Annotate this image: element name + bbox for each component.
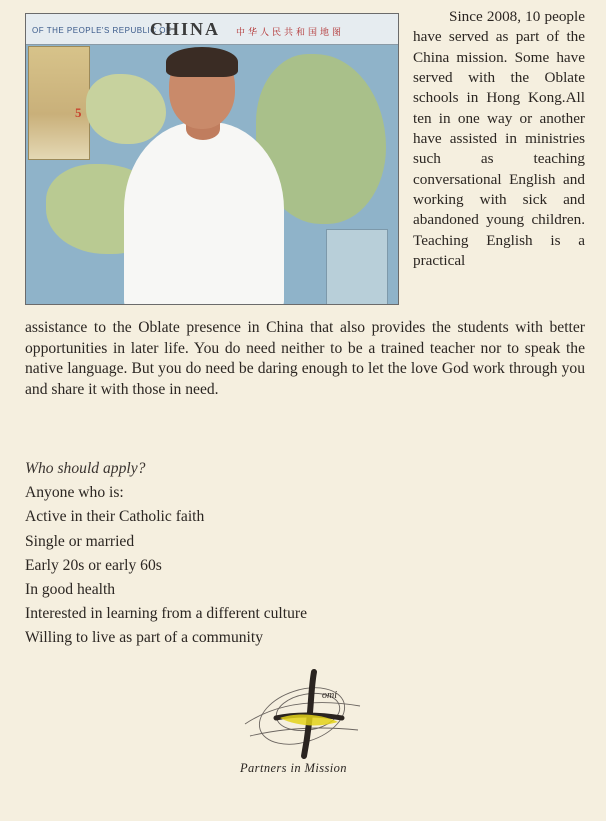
person-hair [166, 47, 238, 77]
logo-monogram: omi [322, 690, 337, 701]
list-item: Anyone who is: [25, 484, 124, 502]
map-subtitle: OF THE PEOPLE'S REPUBLIC OF [32, 26, 172, 35]
logo-caption: Partners in Mission [240, 761, 347, 775]
list-item: In good health [25, 581, 116, 599]
list-item: Active in their Catholic faith [25, 508, 205, 526]
map-inset [326, 229, 388, 305]
list-item: Willing to live as part of a community [25, 629, 263, 647]
side-paragraph: Since 2008, 10 people have served as part of the China mission. Some have served with the Oblate schools in Hong Kong.All ten in one way or another have assisted in ministries such as teaching conversational English and working with sick and abandoned young children. Teaching English is a practical [413, 8, 585, 270]
map-chinese-title: 中华人民共和国地图 [236, 28, 345, 38]
list-item: Early 20s or early 60s [25, 556, 162, 574]
list-item: Interested in learning from a different culture [25, 605, 308, 623]
section-heading: Who should apply? [25, 460, 146, 477]
mission-photo [25, 13, 399, 305]
who-should-apply-section [25, 457, 585, 651]
continuation-paragraph: assistance to the Oblate presence in China that also provides the students with better opportunities in later life. You do need neither to be a trained teacher nor to speak the native language. But you do need be daring enough to let the love God work through you and share it with those in need. [25, 319, 585, 398]
list-item: Single or married [25, 532, 135, 550]
map-header [26, 14, 398, 45]
person-shirt [124, 122, 284, 305]
map-title: CHINA [150, 19, 221, 39]
map-land [86, 74, 166, 144]
wall-calendar [28, 46, 90, 160]
calendar-number: 5 [75, 105, 82, 120]
